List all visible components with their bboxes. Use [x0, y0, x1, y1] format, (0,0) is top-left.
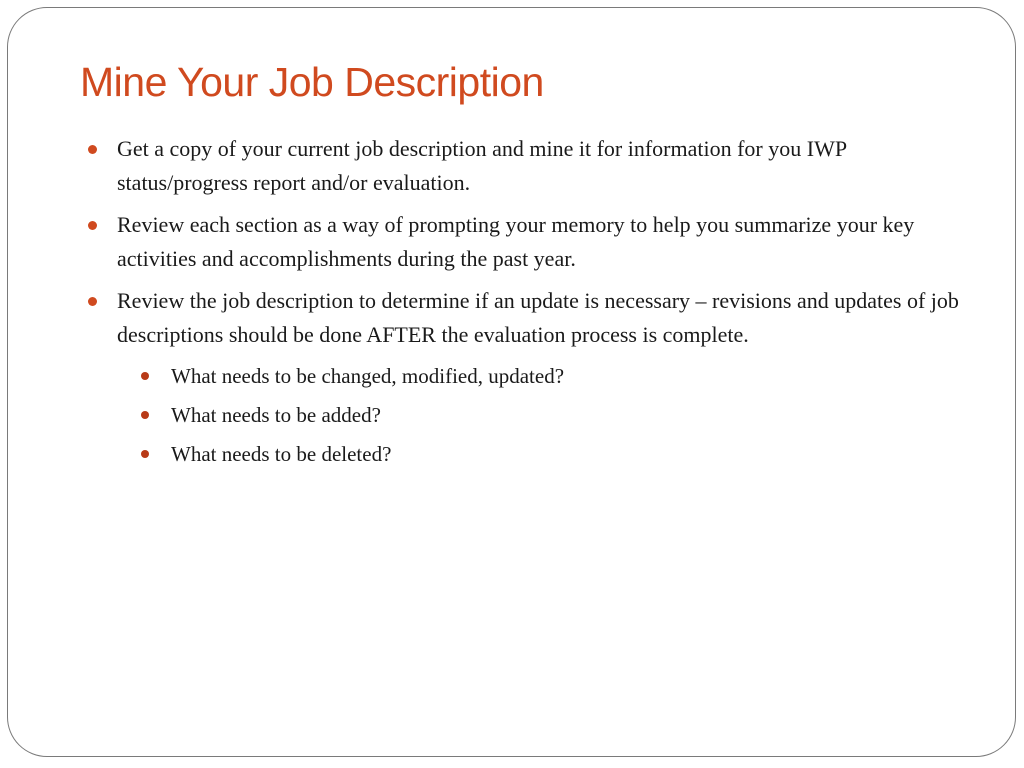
slide-frame: [7, 7, 1016, 757]
sub-bullet-dot-icon: [141, 450, 149, 458]
slide-body: [86, 132, 966, 477]
sub-bullet-list: [86, 360, 966, 470]
sub-bullet-item: [86, 438, 966, 470]
bullet-item: [86, 284, 966, 352]
bullet-item: [86, 132, 966, 200]
sub-bullet-item: [86, 399, 966, 431]
sub-bullet-text: What needs to be added?: [171, 403, 381, 427]
sub-bullet-dot-icon: [141, 411, 149, 419]
sub-bullet-text: What needs to be deleted?: [171, 442, 392, 466]
bullet-list: [86, 132, 966, 352]
bullet-dot-icon: [88, 221, 97, 230]
sub-bullet-item: [86, 360, 966, 392]
bullet-dot-icon: [88, 145, 97, 154]
bullet-text: Review each section as a way of prompting your memory to help you summarize your key activities and accomplishments during the past year.: [117, 212, 915, 271]
bullet-text: Get a copy of your current job description and mine it for information for you IWP status/progress report and/or evaluation.: [117, 136, 847, 195]
bullet-text: Review the job description to determine if an update is necessary – revisions and updates of job descriptions should be done AFTER the evaluation process is complete.: [117, 288, 959, 347]
sub-bullet-text: What needs to be changed, modified, updated?: [171, 364, 565, 388]
slide-title: Mine Your Job Description: [80, 59, 544, 105]
bullet-dot-icon: [88, 297, 97, 306]
sub-bullet-dot-icon: [141, 372, 149, 380]
bullet-item: [86, 208, 966, 276]
